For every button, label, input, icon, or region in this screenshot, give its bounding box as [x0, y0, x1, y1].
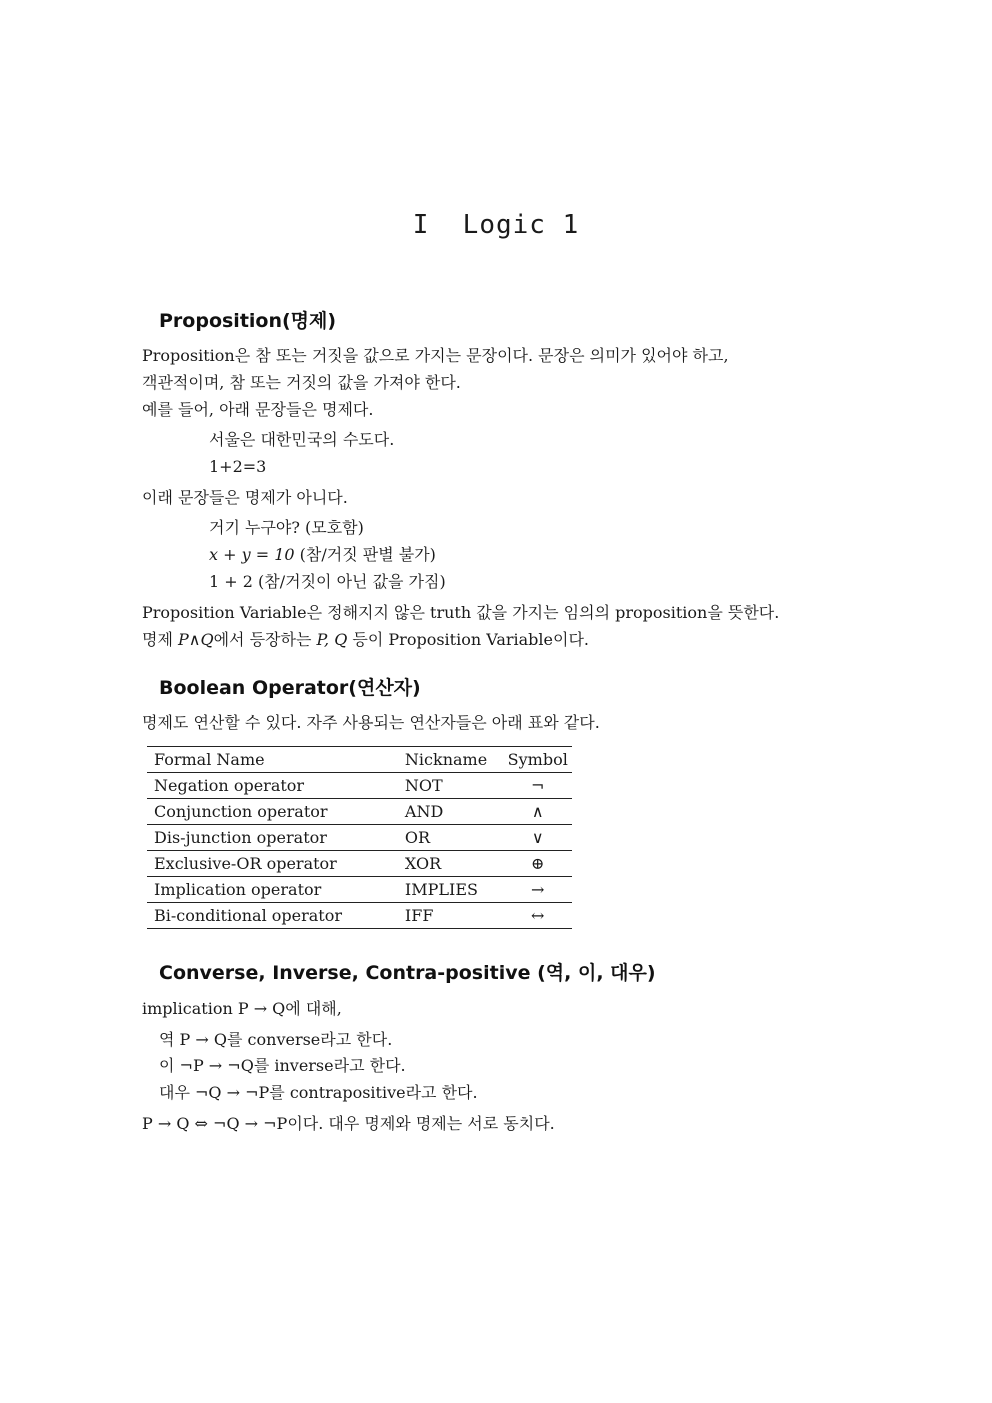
math-expression: P∧Q [178, 630, 214, 649]
formal-name-cell: Negation operator [147, 773, 369, 799]
formal-name-cell: Conjunction operator [147, 799, 369, 825]
formal-name-cell: Dis-junction operator [147, 825, 369, 851]
paragraph-line: 객관적이며, 참 또는 거짓의 값을 가져야 한다. [142, 373, 461, 392]
text-run: 에서 등장하는 [213, 630, 317, 649]
nonexample-note: (참/거짓 판별 불가) [294, 545, 436, 564]
math-expression: P, Q [316, 630, 348, 649]
nonexample-line [209, 545, 436, 565]
symbol-cell: ∨ [504, 825, 573, 851]
paragraph-line: 이래 문장들은 명제가 아니다. [142, 488, 348, 507]
converse-item: 역 P → Q를 converse라고 한다. [159, 1030, 393, 1049]
text-run: 등이 Proposition Variable이다. [347, 630, 589, 649]
paragraph-line: 예를 들어, 아래 문장들은 명제다. [142, 400, 374, 419]
nonexample-line [209, 572, 446, 592]
symbol-cell: → [504, 877, 573, 903]
nickname-cell: OR [369, 825, 504, 851]
formal-name-cell: Implication operator [147, 877, 369, 903]
paragraph-line: 명제도 연산할 수 있다. 자주 사용되는 연산자들은 아래 표와 같다. [142, 713, 600, 732]
inverse-item: 이 ¬P → ¬Q를 inverse라고 한다. [159, 1056, 406, 1075]
formal-name-cell: Bi-conditional operator [147, 903, 369, 929]
section-heading-proposition: Proposition(명제) [159, 310, 337, 332]
table-row [147, 877, 572, 903]
column-header-formal-name: Formal Name [147, 747, 369, 773]
table-row [147, 851, 572, 877]
symbol-cell: ⊕ [504, 851, 573, 877]
table-row [147, 903, 572, 929]
nickname-cell: AND [369, 799, 504, 825]
math-expression: 1 + 2 [209, 572, 253, 591]
table-row [147, 773, 572, 799]
nonexample-line: 거기 누구야? (모호함) [209, 518, 364, 537]
section-heading-boolean-operator: Boolean Operator(연산자) [159, 677, 421, 699]
table-row [147, 799, 572, 825]
text-run: 명제 [142, 630, 178, 649]
symbol-cell: ¬ [504, 773, 573, 799]
symbol-cell: ↔ [504, 903, 573, 929]
column-header-symbol: Symbol [504, 747, 573, 773]
nonexample-note: (참/거짓이 아닌 값을 가짐) [252, 572, 446, 591]
paragraph-line: P → Q ⇔ ¬Q → ¬P이다. 대우 명제와 명제는 서로 동치다. [142, 1114, 555, 1133]
nickname-cell: IMPLIES [369, 877, 504, 903]
paragraph-line [142, 630, 589, 650]
example-line: 1+2=3 [209, 457, 267, 476]
contrapositive-item: 대우 ¬Q → ¬P를 contrapositive라고 한다. [159, 1083, 478, 1102]
table-row [147, 825, 572, 851]
section-heading-converse: Converse, Inverse, Contra-positive (역, 이, 대우) [159, 962, 656, 984]
formal-name-cell: Exclusive-OR operator [147, 851, 369, 877]
paragraph-line: implication P → Q에 대해, [142, 999, 342, 1018]
symbol-cell: ∧ [504, 799, 573, 825]
math-expression: x + y = 10 [209, 545, 295, 564]
operator-table [147, 746, 572, 929]
nickname-cell: NOT [369, 773, 504, 799]
nickname-cell: IFF [369, 903, 504, 929]
page-title: I Logic 1 [412, 210, 580, 240]
paragraph-line: Proposition Variable은 정해지지 않은 truth 값을 가지는 임의의 proposition을 뜻한다. [142, 603, 780, 622]
paragraph-line: Proposition은 참 또는 거짓을 값으로 가지는 문장이다. 문장은 의미가 있어야 하고, [142, 346, 729, 365]
column-header-nickname: Nickname [369, 747, 504, 773]
nickname-cell: XOR [369, 851, 504, 877]
table-header-row [147, 747, 572, 773]
example-line: 서울은 대한민국의 수도다. [209, 430, 395, 449]
